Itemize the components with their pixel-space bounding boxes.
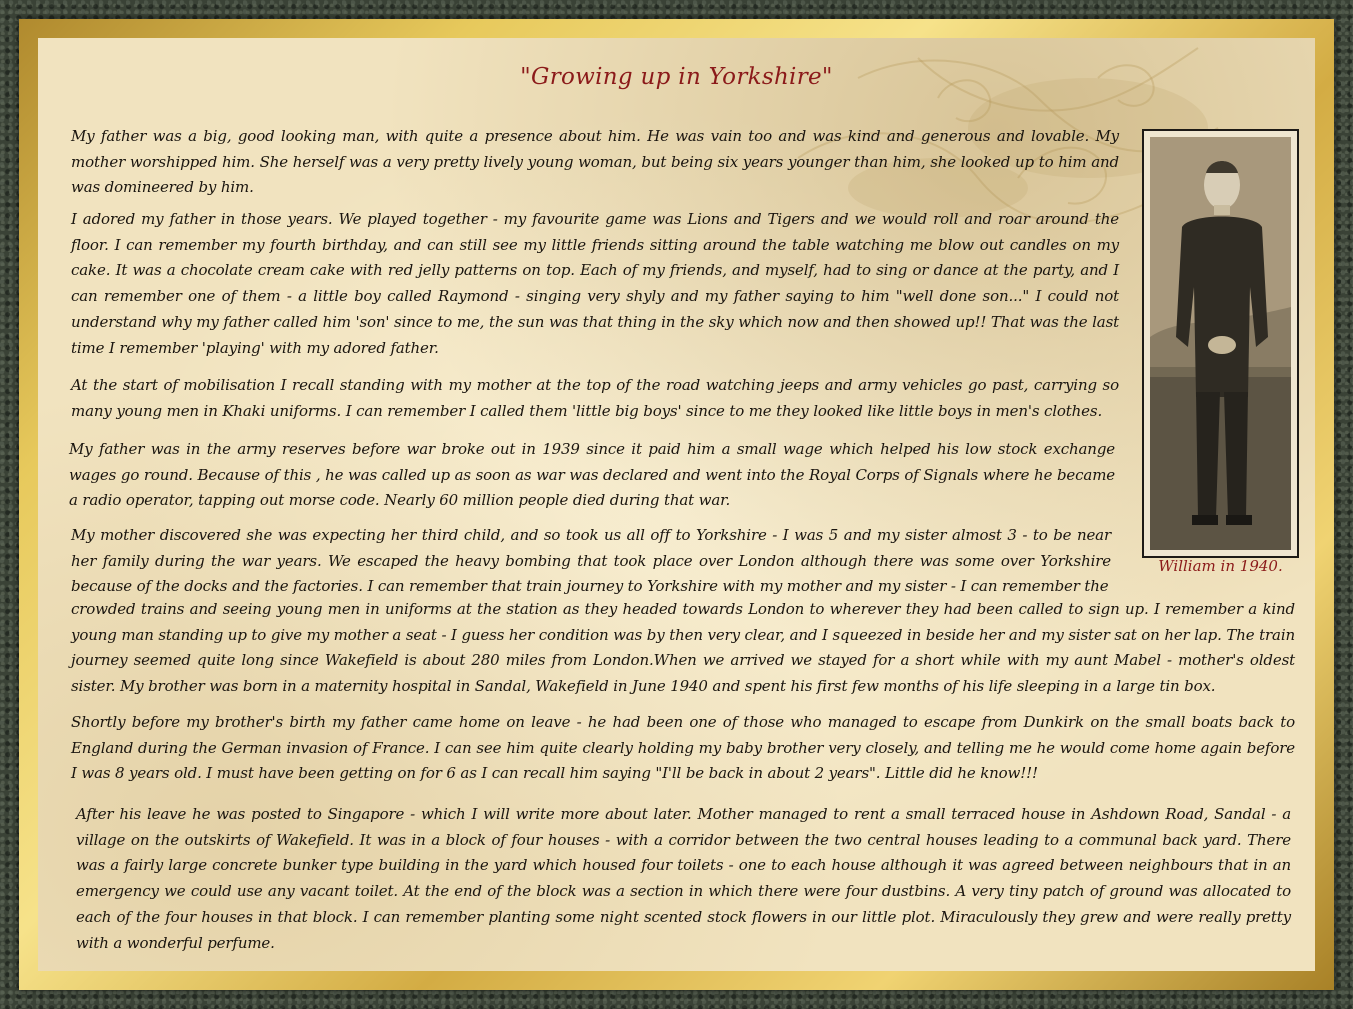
page-title: "Growing up in Yorkshire" bbox=[520, 64, 833, 90]
paragraph-move-to-yorkshire: My mother discovered she was expecting her third child, and so took us all off to Yorkshire - I was 5 and my sister almost 3 - to be near her family during the war years. We escaped the heavy bombing that took place over London although there was some over Yorkshire because of the docks and the factories. I can remember that train journey to Yorkshire with my mother and my sister - I can remember the bbox=[71, 526, 1111, 596]
paragraph-father-leave: Shortly before my brother's birth my father came home on leave - he had been one of those who managed to escape from Dunkirk on the small boats back to England during the German invasion of France. I can see him quite clearly holding my baby brother very closely, and telling me he would come home again before I was 8 years old. I must have been getting on for 6 as I can recall him saying "I'll be back in about 2 years". Little did he know!!! bbox=[71, 713, 1295, 783]
photo-frame bbox=[1142, 129, 1299, 558]
paragraph-army-reserves: My father was in the army reserves before war broke out in 1939 since it paid him a small wage which helped his low stock exchange wages go round. Because of this , he was called up as soon as war was declared and went into the Royal Corps of Signals where he became a radio operator, tapping out morse code. Nearly 60 million people died during that war. bbox=[69, 440, 1115, 510]
paragraph-sandal-house: After his leave he was posted to Singapore - which I will write more about later. Mother managed to rent a small terraced house in Ashdown Road, Sandal - a village on the outskirts of Wakefield. It was in a block of four houses - with a corridor between the two central houses leading to a communal back yard. There was a fairly large concrete bunker type building in the yard which housed four toilets - one to each house although it was agreed between neighbours that in an emergency we could use any vacant toilet. At the end of the block was a section in which there were four dustbins. A very tiny patch of ground was allocated to each of the four houses in that block. I can remember planting some night scented stock flowers in our little plot. Miraculously they grew and were really pretty with a wonderful perfume. bbox=[76, 805, 1291, 952]
photo-caption: William in 1940. bbox=[1158, 557, 1283, 575]
paragraph-train-journey: crowded trains and seeing young men in uniforms at the station as they headed towards London to wherever they had been called to sign up. I remember a kind young man standing up to give my mother a seat - I guess her condition was by then very clear, and I squeezed in beside her and my sister sat on her lap. The train journey seemed quite long since Wakefield is about 280 miles from London.When we arrived we stayed for a short while with my aunt Mabel - mother's oldest sister. My brother was born in a maternity hospital in Sandal, Wakefield in June 1940 and spent his first few months of his life sleeping in a large tin box. bbox=[71, 600, 1295, 696]
paragraph-mobilisation: At the start of mobilisation I recall standing with my mother at the top of the road watching jeeps and army vehicles go past, carrying so many young men in Khaki uniforms. I can remember I called them 'little big boys' since to me they looked like little boys in men's clothes. bbox=[71, 376, 1119, 420]
soldier-silhouette bbox=[1150, 137, 1291, 550]
parchment-page bbox=[38, 38, 1315, 971]
paragraph-father-description: My father was a big, good looking man, with quite a presence about him. He was vain too and was kind and generous and lovable. My mother worshipped him. She herself was a very pretty lively young woman, but being six years younger than him, she looked up to him and was domineered by him. bbox=[71, 127, 1119, 197]
paragraph-birthday-memory: I adored my father in those years. We played together - my favourite game was Lions and Tigers and we would roll and roar around the floor. I can remember my fourth birthday, and can still see my little friends sitting around the table watching me blow out candles on my cake. It was a chocolate cream cake with red jelly patterns on top. Each of my friends, and myself, had to sing or dance at the party, and I can remember one of them - a little boy called Raymond - singing very shyly and my father saying to him "well done son..." I could not understand why my father called him 'son' since to me, the sun was that thing in the sky which now and then showed up!! That was the last time I remember 'playing' with my adored father. bbox=[71, 210, 1119, 357]
soldier-photo bbox=[1150, 137, 1291, 550]
